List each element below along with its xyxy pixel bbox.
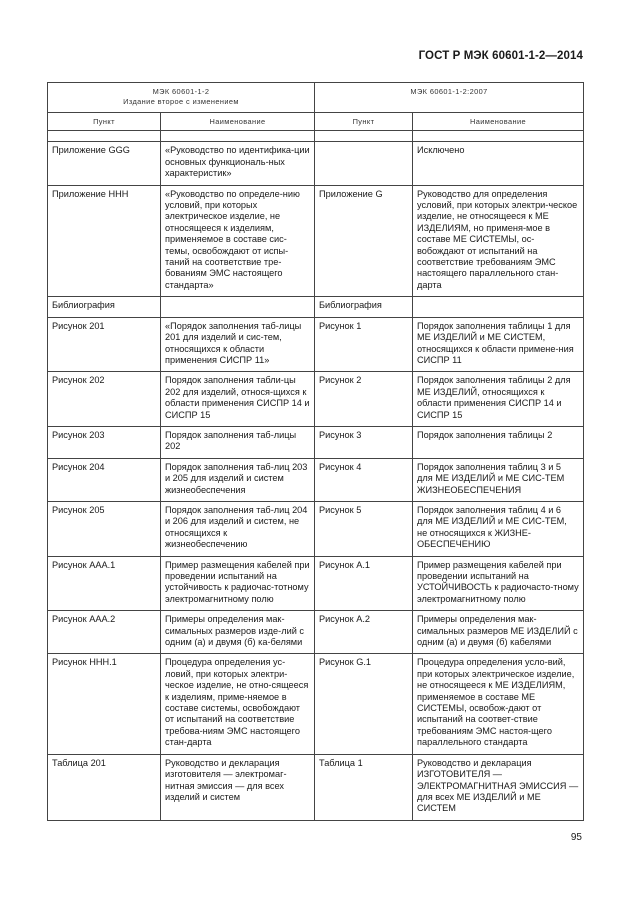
title-cell: Порядок заполнения таблицы 1 для МЕ ИЗДЕЛИЙ и МЕ СИСТЕМ, относящихся к области примене-ния СИСПР 11 xyxy=(413,317,584,372)
title-cell: «Порядок заполнения таб-лицы 201 для изделий и сис-тем, относящихся к области применения СИСПР 11» xyxy=(161,317,315,372)
title-cell: Порядок заполнения таблицы 2 для МЕ ИЗДЕЛИЙ, относящихся к области применения СИСПР 14 и СИСПР 15 xyxy=(413,372,584,427)
group-right-line1: МЭК 60601-1-2:2007 xyxy=(410,87,488,96)
title-cell: Порядок заполнения таблицы 2 xyxy=(413,426,584,458)
title-cell xyxy=(161,297,315,317)
table-row xyxy=(48,142,584,185)
table-row xyxy=(48,297,584,317)
group-header-iec-2007 xyxy=(315,83,584,113)
clause-cell: Рисунок 5 xyxy=(315,501,413,556)
table-row xyxy=(48,654,584,754)
clause-cell: Рисунок 203 xyxy=(48,426,161,458)
clause-cell: Рисунок ННН.1 xyxy=(48,654,161,754)
column-header: Пункт xyxy=(315,113,413,131)
clause-cell: Рисунок А.2 xyxy=(315,611,413,654)
table-row xyxy=(48,185,584,297)
clause-cell xyxy=(315,142,413,185)
title-cell: Руководство и декларация изготовителя — электромаг-нитная эмиссия — для всех изделий и систем xyxy=(161,754,315,820)
clause-cell: Рисунок ААА.1 xyxy=(48,556,161,611)
group-left-line2: Издание второе с изменением xyxy=(123,97,239,106)
clause-cell: Рисунок 3 xyxy=(315,426,413,458)
clause-cell: Приложение G xyxy=(315,185,413,297)
clause-cell: Рисунок 205 xyxy=(48,501,161,556)
clause-cell: Таблица 201 xyxy=(48,754,161,820)
clause-cell: Таблица 1 xyxy=(315,754,413,820)
title-cell: Процедура определения усло-вий, при которых электрическое изделие, не относящееся к МЕ ИЗДЕЛИЯМ, применяемое в составе МЕ СИСТЕМЫ, освобож-дают от испытаний на соответ-ствие требованиям ЭМС настоя-щего параллельного стандарта xyxy=(413,654,584,754)
title-cell: Руководство и декларация ИЗГОТОВИТЕЛЯ — ЭЛЕКТРОМАГНИТНАЯ ЭМИССИЯ — для всех МЕ ИЗДЕЛИЙ и МЕ СИСТЕМ xyxy=(413,754,584,820)
title-cell: Порядок заполнения табли-цы 202 для изделий, относя-щихся к области применения СИСПР 14 и СИСПР 15 xyxy=(161,372,315,427)
clause-cell: Рисунок 201 xyxy=(48,317,161,372)
title-cell: «Руководство по определе-нию условий, при которых электрическое изделие, не относящееся к изделиям, применяемое в составе сис-темы, освобождают от испы-таний на соответствие тре-бованиям ЭМС настоящего стандарта» xyxy=(161,185,315,297)
title-cell: Пример размещения кабелей при проведении испытаний на устойчивость к радиочас-тотному электромагнитному полю xyxy=(161,556,315,611)
column-header: Наименование xyxy=(161,113,315,131)
group-header-row xyxy=(48,83,584,113)
clause-cell: Приложение GGG xyxy=(48,142,161,185)
table-row xyxy=(48,317,584,372)
group-header-iec-edition2 xyxy=(48,83,315,113)
title-cell: Руководство для определения условий, при которых электри-ческое изделие, не относящееся к МЕ ИЗДЕЛИЯМ, но применя-мое в составе МЕ СИСТЕМЫ, ос-вобождают от испытаний на соответствие требованиям ЭМС настоящего параллельного стан-дарта xyxy=(413,185,584,297)
clause-cell: Рисунок 4 xyxy=(315,458,413,501)
title-cell: Пример размещения кабелей при проведении испытаний на УСТОЙЧИВОСТЬ к радиочасто-тному электромагнитному полю xyxy=(413,556,584,611)
table-row xyxy=(48,501,584,556)
title-cell: Примеры определения мак-симальных размеров МЕ ИЗДЕЛИЙ с одним (а) и двумя (б) кабелями xyxy=(413,611,584,654)
clause-cell: Рисунок 202 xyxy=(48,372,161,427)
title-cell xyxy=(413,297,584,317)
title-cell: Порядок заполнения таблиц 3 и 5 для МЕ ИЗДЕЛИЙ и МЕ СИС-ТЕМ ЖИЗНЕОБЕСПЕЧЕНИЯ xyxy=(413,458,584,501)
table-row xyxy=(48,611,584,654)
clause-cell: Библиография xyxy=(48,297,161,317)
title-cell: Порядок заполнения таб-лицы 202 xyxy=(161,426,315,458)
table-row xyxy=(48,458,584,501)
clause-cell: Рисунок 204 xyxy=(48,458,161,501)
title-cell: Исключено xyxy=(413,142,584,185)
group-left-line1: МЭК 60601-1-2 xyxy=(152,87,210,96)
column-header: Наименование xyxy=(413,113,584,131)
table-row xyxy=(48,556,584,611)
title-cell: Процедура определения ус-ловий, при которых электри-ческое изделие, не отно-сящееся к изделиям, приме-няемое в составе системы, освобождают от испытаний на соответствие требова-ниям ЭМС настоящего стан-дарта xyxy=(161,654,315,754)
clause-cell: Рисунок 1 xyxy=(315,317,413,372)
clause-cell: Рисунок А.1 xyxy=(315,556,413,611)
clause-cell: Приложение ННН xyxy=(48,185,161,297)
column-header-row xyxy=(48,113,584,131)
title-cell: Порядок заполнения таблиц 4 и 6 для МЕ ИЗДЕЛИЙ и МЕ СИС-ТЕМ, не относящихся к ЖИЗНЕ-ОБЕСПЕЧЕНИЮ xyxy=(413,501,584,556)
correspondence-table xyxy=(47,82,584,821)
title-cell: Порядок заполнения таб-лиц 203 и 205 для изделий и систем жизнеобеспечения xyxy=(161,458,315,501)
page-number: 95 xyxy=(570,832,582,843)
spacer-row xyxy=(48,131,584,142)
table-row xyxy=(48,426,584,458)
title-cell: Примеры определения мак-симальных размеров изде-лий с одним (а) и двумя (б) ка-белями xyxy=(161,611,315,654)
title-cell: «Руководство по идентифика-ции основных функциональ-ных характеристик» xyxy=(161,142,315,185)
table-row xyxy=(48,372,584,427)
clause-cell: Библиография xyxy=(315,297,413,317)
title-cell: Порядок заполнения таб-лиц 204 и 206 для изделий и систем, не относящихся к жизнеобеспечению xyxy=(161,501,315,556)
document-code: ГОСТ Р МЭК 60601-1-2—2014 xyxy=(418,50,583,62)
clause-cell: Рисунок G.1 xyxy=(315,654,413,754)
clause-cell: Рисунок ААА.2 xyxy=(48,611,161,654)
table-row xyxy=(48,754,584,820)
clause-cell: Рисунок 2 xyxy=(315,372,413,427)
column-header: Пункт xyxy=(48,113,161,131)
